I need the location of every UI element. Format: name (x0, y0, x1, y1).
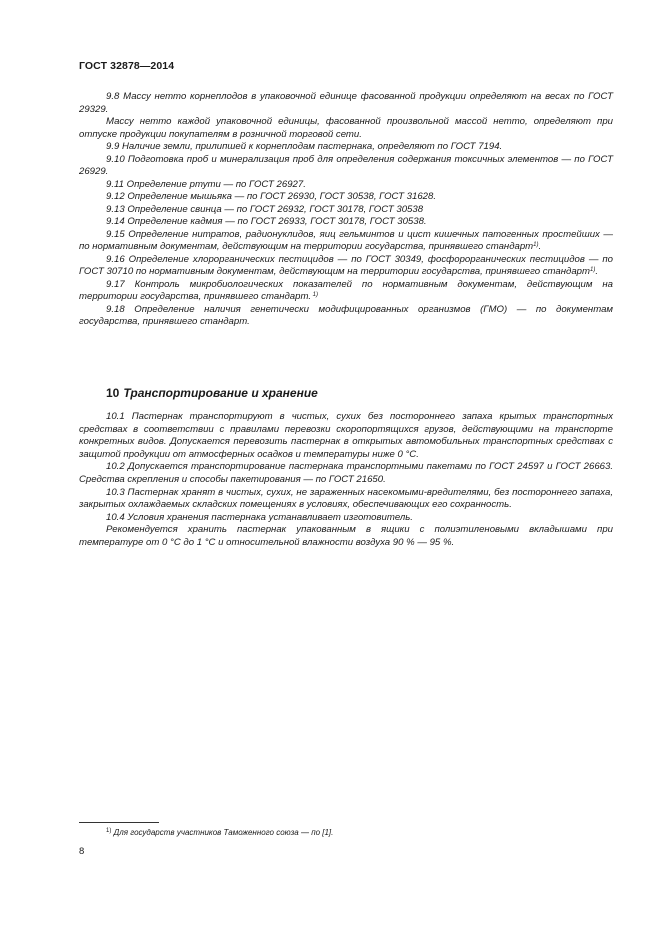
section-10-heading (106, 386, 318, 400)
paragraph-9-10: 9.10 Подготовка проб и минерализация проб для определения содержания токсичных элементов — по ГОСТ 26929. (79, 153, 613, 177)
paragraph-9-17 (79, 279, 613, 304)
footnote-ref: 1) (533, 242, 539, 248)
section-10-text (79, 411, 613, 550)
footnote-mark: 1) (106, 828, 112, 834)
paragraph-10-2: 10.2 Допускается транспортирование пастернака транспортными пакетами по ГОСТ 24597 и ГОСТ 26663. Средства скрепления и способы пакетирования — по ГОСТ 21650. (79, 461, 613, 485)
paragraph-9-17-text: 9.17 Контроль микробиологических показателей по нормативным документам, действующим на территории государства, принявшего стандарт. (79, 278, 613, 302)
footnote-divider (79, 822, 159, 823)
document-header: ГОСТ 32878—2014 (79, 60, 175, 72)
footnote-text: Для государств участников Таможенного союза — по [1]. (113, 828, 334, 837)
paragraph-9-16-text: 9.16 Определение хлорорганических пестицидов — по ГОСТ 30349, фосфорорганических пестицидов — по ГОСТ 30710 по нормативным документам, действующим на территории государства, принявшего стандарт (79, 253, 613, 277)
footnote-ref: 1) (590, 267, 596, 273)
paragraph-10-4: 10.4 Условия хранения пастернака устанавливает изготовитель. (106, 511, 413, 523)
paragraph-9-9: 9.9 Наличие земли, прилипшей к корнеплодам пастернака, определяют по ГОСТ 7194. (106, 141, 503, 152)
paragraph-9-14: 9.14 Определение кадмия — по ГОСТ 26933, ГОСТ 30178, ГОСТ 30538. (106, 216, 427, 227)
section-10-title: Транспортирование и хранение (123, 386, 318, 400)
paragraph-9-15-text: 9.15 Определение нитратов, радионуклидов, яиц гельминтов и цист кишечных патогенных простейших — по нормативным документам, действующим на территории государства, принявшего стандарт (79, 228, 613, 252)
paragraph-9-8-cont: Массу нетто каждой упаковочной единицы, фасованной произвольной массой нетто, определяют при отпуске продукции покупателям в розничной торговой сети. (79, 116, 613, 140)
section-9-text (79, 91, 613, 329)
paragraph-9-15: 9.15 Определение нитратов, радионуклидов, яиц гельминтов и цист кишечных патогенных простейших — по нормативным документам, действующим на территории государства, принявшего стандарт$^{1)}$. (79, 228, 613, 252)
paragraph-9-12: 9.12 Определение мышьяка — по ГОСТ 26930, ГОСТ 30538, ГОСТ 31628. (106, 191, 437, 202)
paragraph-9-13: 9.13 Определение свинца — по ГОСТ 26932, ГОСТ 30178, ГОСТ 30538 (106, 203, 424, 215)
footnote (106, 828, 333, 837)
paragraph-9-16: 9.16 Определение хлорорганических пестицидов — по ГОСТ 30349, фосфорорганических пестицидов — по ГОСТ 30710 по нормативным документам, действующим на территории государства, принявшего стандарт$^{1)}$. (79, 253, 613, 277)
footnote-ref: 1) (311, 292, 319, 298)
paragraph-9-11: 9.11 Определение ртути — по ГОСТ 26927. (106, 178, 306, 190)
page-number: 8 (79, 846, 85, 857)
section-10-number: 10 (106, 386, 120, 400)
paragraph-9-8: 9.8 Массу нетто корнеплодов в упаковочной единице фасованной продукции определяют на весах по ГОСТ 29329. (79, 91, 613, 115)
paragraph-10-4-cont: Рекомендуется хранить пастернак упакованным в ящики с полиэтиленовыми вкладышами при температуре от 0 °С до 1 °С и относительной влажности воздуха 90 % — 95 %. (79, 524, 613, 548)
paragraph-10-1: 10.1 Пастернак транспортируют в чистых, сухих без постороннего запаха крытых транспортных средствах в соответствии с правилами перевозки скоропортящихся грузов, действующими на транспорте конкретных видов. Допускается перевозить пастернак в открытых автомобильных транспортных средствах с защитой продукции от атмосферных осадков и температуры ниже 0 °С. (79, 411, 613, 460)
paragraph-10-3: 10.3 Пастернак хранят в чистых, сухих, не зараженных насекомыми-вредителями, без постороннего запаха, закрытых охлаждаемых складских помещениях в условиях, обеспечивающих его сохранность. (79, 486, 613, 511)
paragraph-9-18: 9.18 Определение наличия генетически модифицированных организмов (ГМО) — по документам государства, принявшего стандарт. (79, 303, 613, 327)
